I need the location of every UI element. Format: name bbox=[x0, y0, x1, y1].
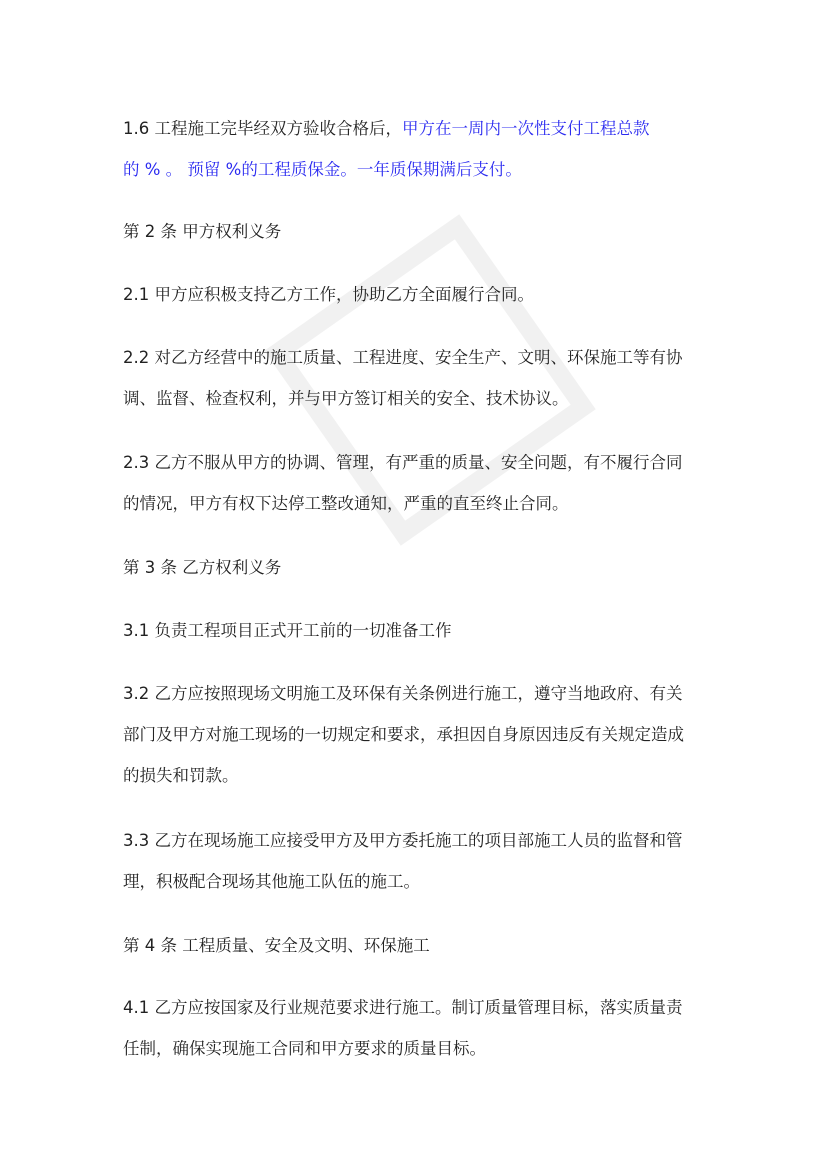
plain-text: 调、监督、检查权利，并与甲方签订相关的安全、技术协议。 bbox=[123, 389, 569, 408]
paragraph bbox=[123, 274, 534, 315]
text-line bbox=[123, 547, 281, 588]
paragraph bbox=[123, 108, 650, 190]
paragraph bbox=[123, 610, 452, 651]
plain-text: 3.2 乙方应按照现场文明施工及环保有关条例进行施工，遵守当地政府、有关 bbox=[123, 684, 683, 703]
plain-text: 1.6 工程施工完毕经双方验收合格后， bbox=[123, 119, 402, 138]
plain-text: 第 4 条 工程质量、安全及文明、环保施工 bbox=[123, 936, 430, 955]
paragraph bbox=[123, 925, 430, 966]
text-line bbox=[123, 274, 534, 315]
text-line bbox=[123, 820, 683, 861]
text-line bbox=[123, 673, 684, 714]
paragraph bbox=[123, 673, 684, 796]
text-line bbox=[123, 987, 683, 1028]
paragraph bbox=[123, 337, 683, 419]
text-line bbox=[123, 925, 430, 966]
highlighted-text: 的 % 。 预留 %的工程质保金。一年质保期满后支付。 bbox=[123, 160, 522, 179]
plain-text: 2.1 甲方应积极支持乙方工作，协助乙方全面履行合同。 bbox=[123, 285, 534, 304]
text-line bbox=[123, 755, 684, 796]
text-line bbox=[123, 108, 650, 149]
text-line bbox=[123, 861, 683, 902]
highlighted-text: 甲方在一周内一次性支付工程总款 bbox=[402, 119, 650, 138]
plain-text: 第 2 条 甲方权利义务 bbox=[123, 222, 282, 241]
plain-text: 理，积极配合现场其他施工队伍的施工。 bbox=[123, 872, 420, 891]
paragraph bbox=[123, 987, 683, 1069]
plain-text: 2.3 乙方不服从甲方的协调、管理，有严重的质量、安全问题，有不履行合同 bbox=[123, 453, 683, 472]
text-line bbox=[123, 714, 684, 755]
text-line bbox=[123, 337, 683, 378]
plain-text: 第 3 条 乙方权利义务 bbox=[123, 558, 282, 577]
text-line bbox=[123, 610, 452, 651]
text-line bbox=[123, 211, 281, 252]
text-line bbox=[123, 483, 683, 524]
plain-text: 的损失和罚款。 bbox=[123, 766, 239, 785]
plain-text: 2.2 对乙方经营中的施工质量、工程进度、安全生产、文明、环保施工等有协 bbox=[123, 348, 683, 367]
text-line bbox=[123, 149, 650, 190]
plain-text: 任制，确保实现施工合同和甲方要求的质量目标。 bbox=[123, 1039, 486, 1058]
plain-text: 部门及甲方对施工现场的一切规定和要求，承担因自身原因违反有关规定造成 bbox=[123, 725, 684, 744]
paragraph bbox=[123, 547, 281, 588]
plain-text: 3.3 乙方在现场施工应接受甲方及甲方委托施工的项目部施工人员的监督和管 bbox=[123, 831, 683, 850]
paragraph bbox=[123, 820, 683, 902]
plain-text: 的情况，甲方有权下达停工整改通知，严重的直至终止合同。 bbox=[123, 494, 569, 513]
text-line bbox=[123, 1028, 683, 1069]
text-line bbox=[123, 378, 683, 419]
paragraph bbox=[123, 211, 281, 252]
paragraph bbox=[123, 442, 683, 524]
plain-text: 3.1 负责工程项目正式开工前的一切准备工作 bbox=[123, 621, 452, 640]
plain-text: 4.1 乙方应按国家及行业规范要求进行施工。制订质量管理目标，落实质量责 bbox=[123, 998, 683, 1017]
text-line bbox=[123, 442, 683, 483]
